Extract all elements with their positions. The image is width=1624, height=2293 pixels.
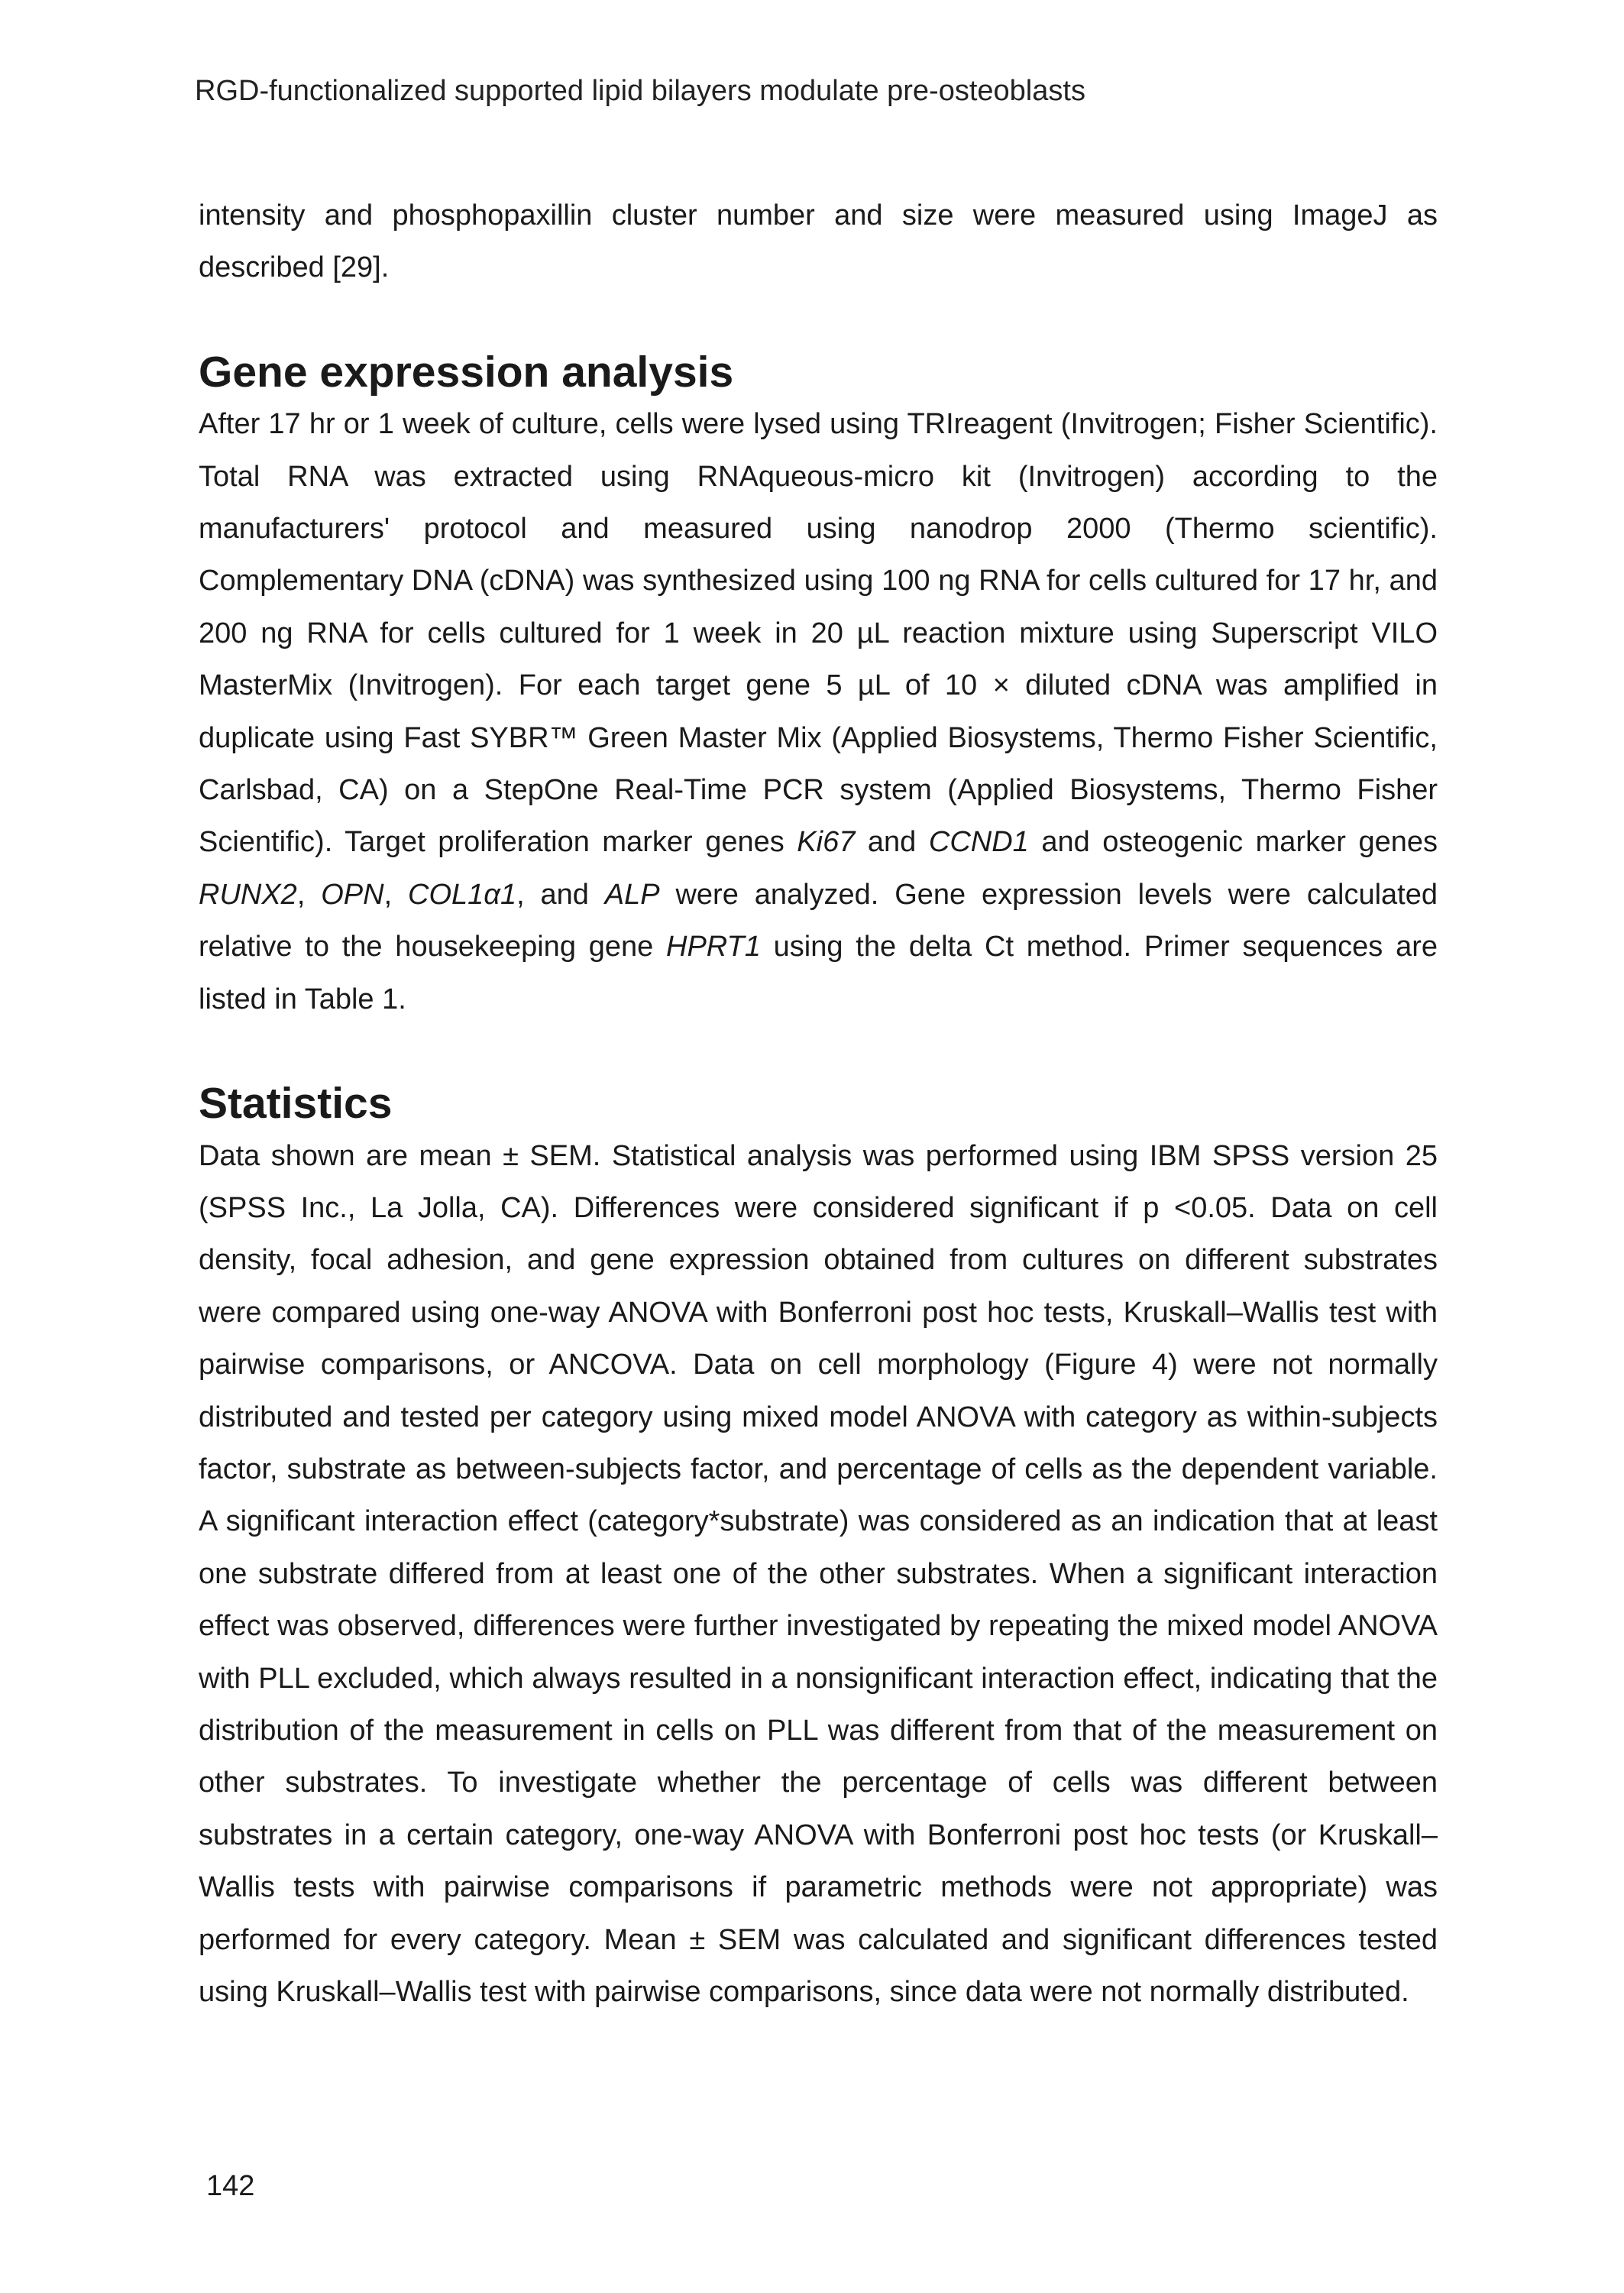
text-segment: , xyxy=(296,878,322,911)
running-header: RGD-functionalized supported lipid bilayers modulate pre-osteoblasts xyxy=(195,75,1085,107)
text-segment: and osteogenic marker genes xyxy=(1028,826,1438,859)
gene-name-alp: ALP xyxy=(604,878,660,911)
gene-name-hprt1: HPRT1 xyxy=(666,931,761,964)
paragraph-spacer xyxy=(199,1025,1438,1077)
gene-expression-paragraph xyxy=(199,398,1438,1025)
text-segment: and xyxy=(855,826,929,859)
gene-name-col1a1: COL1α1 xyxy=(408,878,517,911)
text-segment: using the delta Ct method. Primer sequences are listed in Table 1. xyxy=(199,931,1438,1015)
page-number: 142 xyxy=(206,2170,255,2202)
gene-name-runx2: RUNX2 xyxy=(199,878,297,911)
section-heading-gene-expression: Gene expression analysis xyxy=(199,347,734,397)
body-content xyxy=(199,189,1438,2018)
gene-name-ccnd1: CCND1 xyxy=(928,826,1029,859)
text-segment: , and xyxy=(516,878,605,911)
text-segment: were analyzed. Gene expression levels were calculated relative to the housekeeping gene xyxy=(199,878,1438,964)
statistics-paragraph: Data shown are mean ± SEM. Statistical analysis was performed using IBM SPSS version 25 (SPSS Inc., La Jolla, CA). Differences were considered significant if p <0.05. Data on cell density, focal adhesion, and gene expression obtained from cultures on different substrates were compared using one-way ANOVA with Bonferroni post hoc tests, Kruskall–Wallis test with pairwise comparisons, or ANCOVA. Data on cell morphology (Figure 4) were not normally distributed and tested per category using mixed model ANOVA with category as within-subjects factor, substrate as between-subjects factor, and percentage of cells as the dependent variable. A significant interaction effect (category*substrate) was considered as an indication that at least one substrate differed from at least one of the other substrates. When a significant interaction effect was observed, differences were further investigated by repeating the mixed model ANOVA with PLL excluded, which always resulted in a nonsignificant interaction effect, indicating that the distribution of the measurement in cells on PLL was different from that of the measurement on other substrates. To investigate whether the percentage of cells was different between substrates in a certain category, one-way ANOVA with Bonferroni post hoc tests (or Kruskall–Wallis tests with pairwise comparisons if parametric methods were not appropriate) was performed for every category. Mean ± SEM was calculated and significant differences tested using Kruskall–Wallis test with pairwise comparisons, since data were not normally distributed. xyxy=(199,1139,1438,2008)
paragraph-spacer xyxy=(199,294,1438,346)
section-heading-statistics: Statistics xyxy=(199,1079,393,1129)
text-segment: After 17 hr or 1 week of culture, cells were lysed using TRIreagent (Invitrogen; Fisher Scientific). Total RNA was extracted using RNAqueous-micro kit (Invitrogen) according to the manufacturers' protocol and measured using nanodrop 2000 (Thermo scientific). Complementary DNA (cDNA) was synthesized using 100 ng RNA for cells cultured for 17 hr, and 200 ng RNA for cells cultured for 1 week in 20 µL reaction mixture using Superscript VILO MasterMix (Invitrogen). For each target gene 5 µL of 10 × diluted cDNA was amplified in duplicate using Fast SYBR™ Green Master Mix (Applied Biosystems, Thermo Fisher Scientific, Carlsbad, CA) on a StepOne Real-Time PCR system (Applied Biosystems, Thermo Fisher Scientific). Target proliferation marker genes xyxy=(199,408,1438,859)
gene-name-ki67: Ki67 xyxy=(797,826,856,859)
text-segment: , xyxy=(383,878,409,911)
continuation-paragraph: intensity and phosphopaxillin cluster number and size were measured using ImageJ as described [29]. xyxy=(199,199,1438,284)
gene-name-opn: OPN xyxy=(321,878,384,911)
